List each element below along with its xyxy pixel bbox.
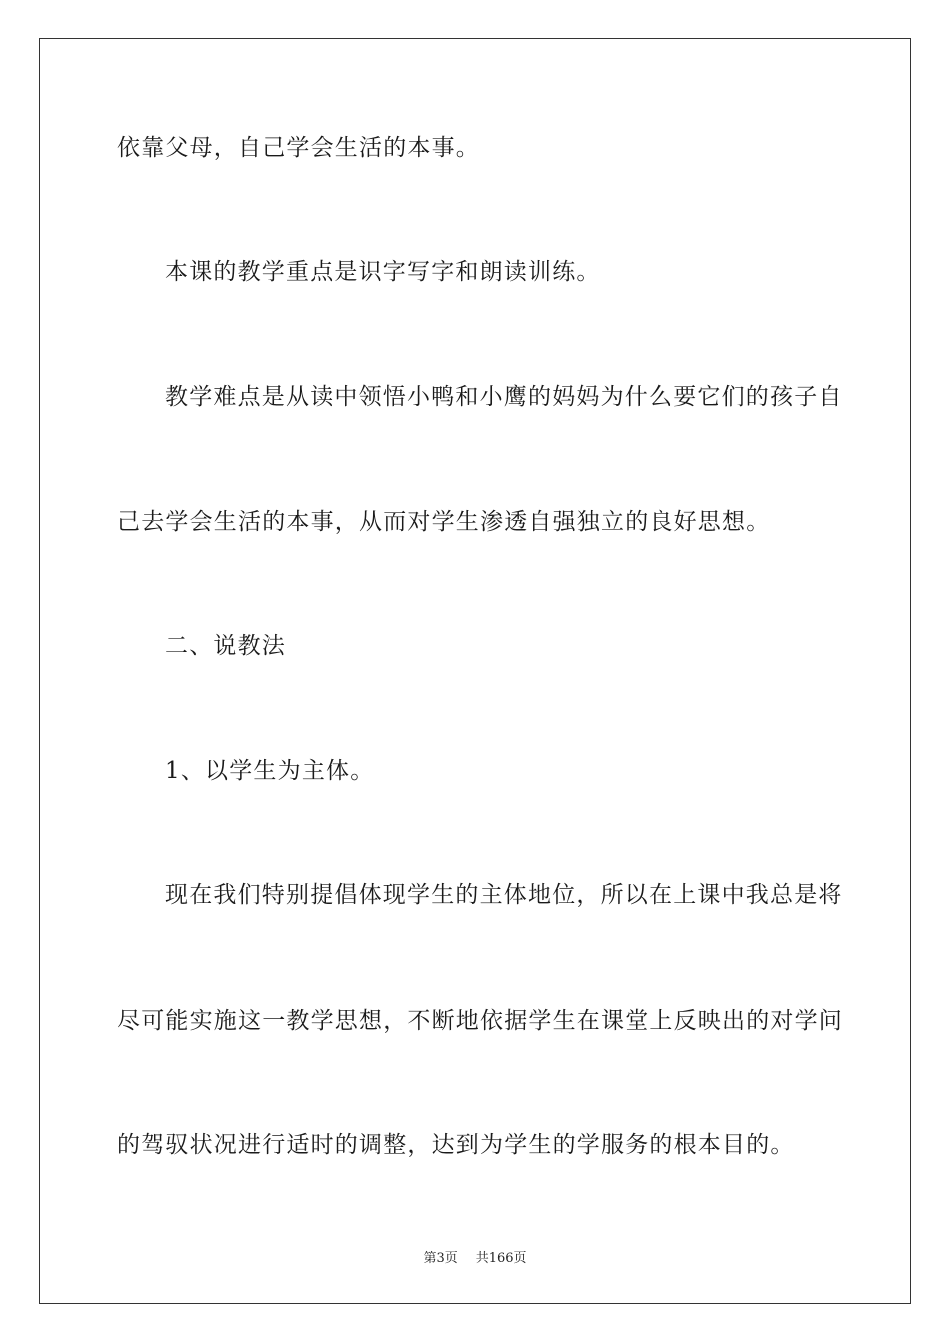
paragraph-line-6: 尽可能实施这一教学思想，不断地依据学生在课堂上反映出的对学问: [117, 1008, 843, 1034]
paragraph-line-7: 的驾驭状况进行适时的调整，达到为学生的学服务的根本目的。: [117, 1132, 795, 1158]
paragraph-line-1: 依靠父母，自己学会生活的本事。: [117, 135, 480, 161]
paragraph-line-3: 教学难点是从读中领悟小鸭和小鹰的妈妈为什么要它们的孩子自: [165, 384, 843, 410]
subsection-heading: 1、以学生为主体。: [165, 758, 375, 784]
page-footer: [0, 1247, 950, 1266]
section-heading: 二、说教法: [165, 633, 286, 659]
page-border: [39, 38, 911, 1304]
paragraph-line-5: 现在我们特别提倡体现学生的主体地位，所以在上课中我总是将: [165, 882, 843, 908]
paragraph-line-4: 己去学会生活的本事，从而对学生渗透自强独立的良好思想。: [117, 509, 771, 535]
page-number: 第3页: [423, 1251, 458, 1266]
paragraph-line-2: 本课的教学重点是识字写字和朗读训练。: [165, 259, 601, 285]
page-total: 共166页: [475, 1251, 527, 1266]
